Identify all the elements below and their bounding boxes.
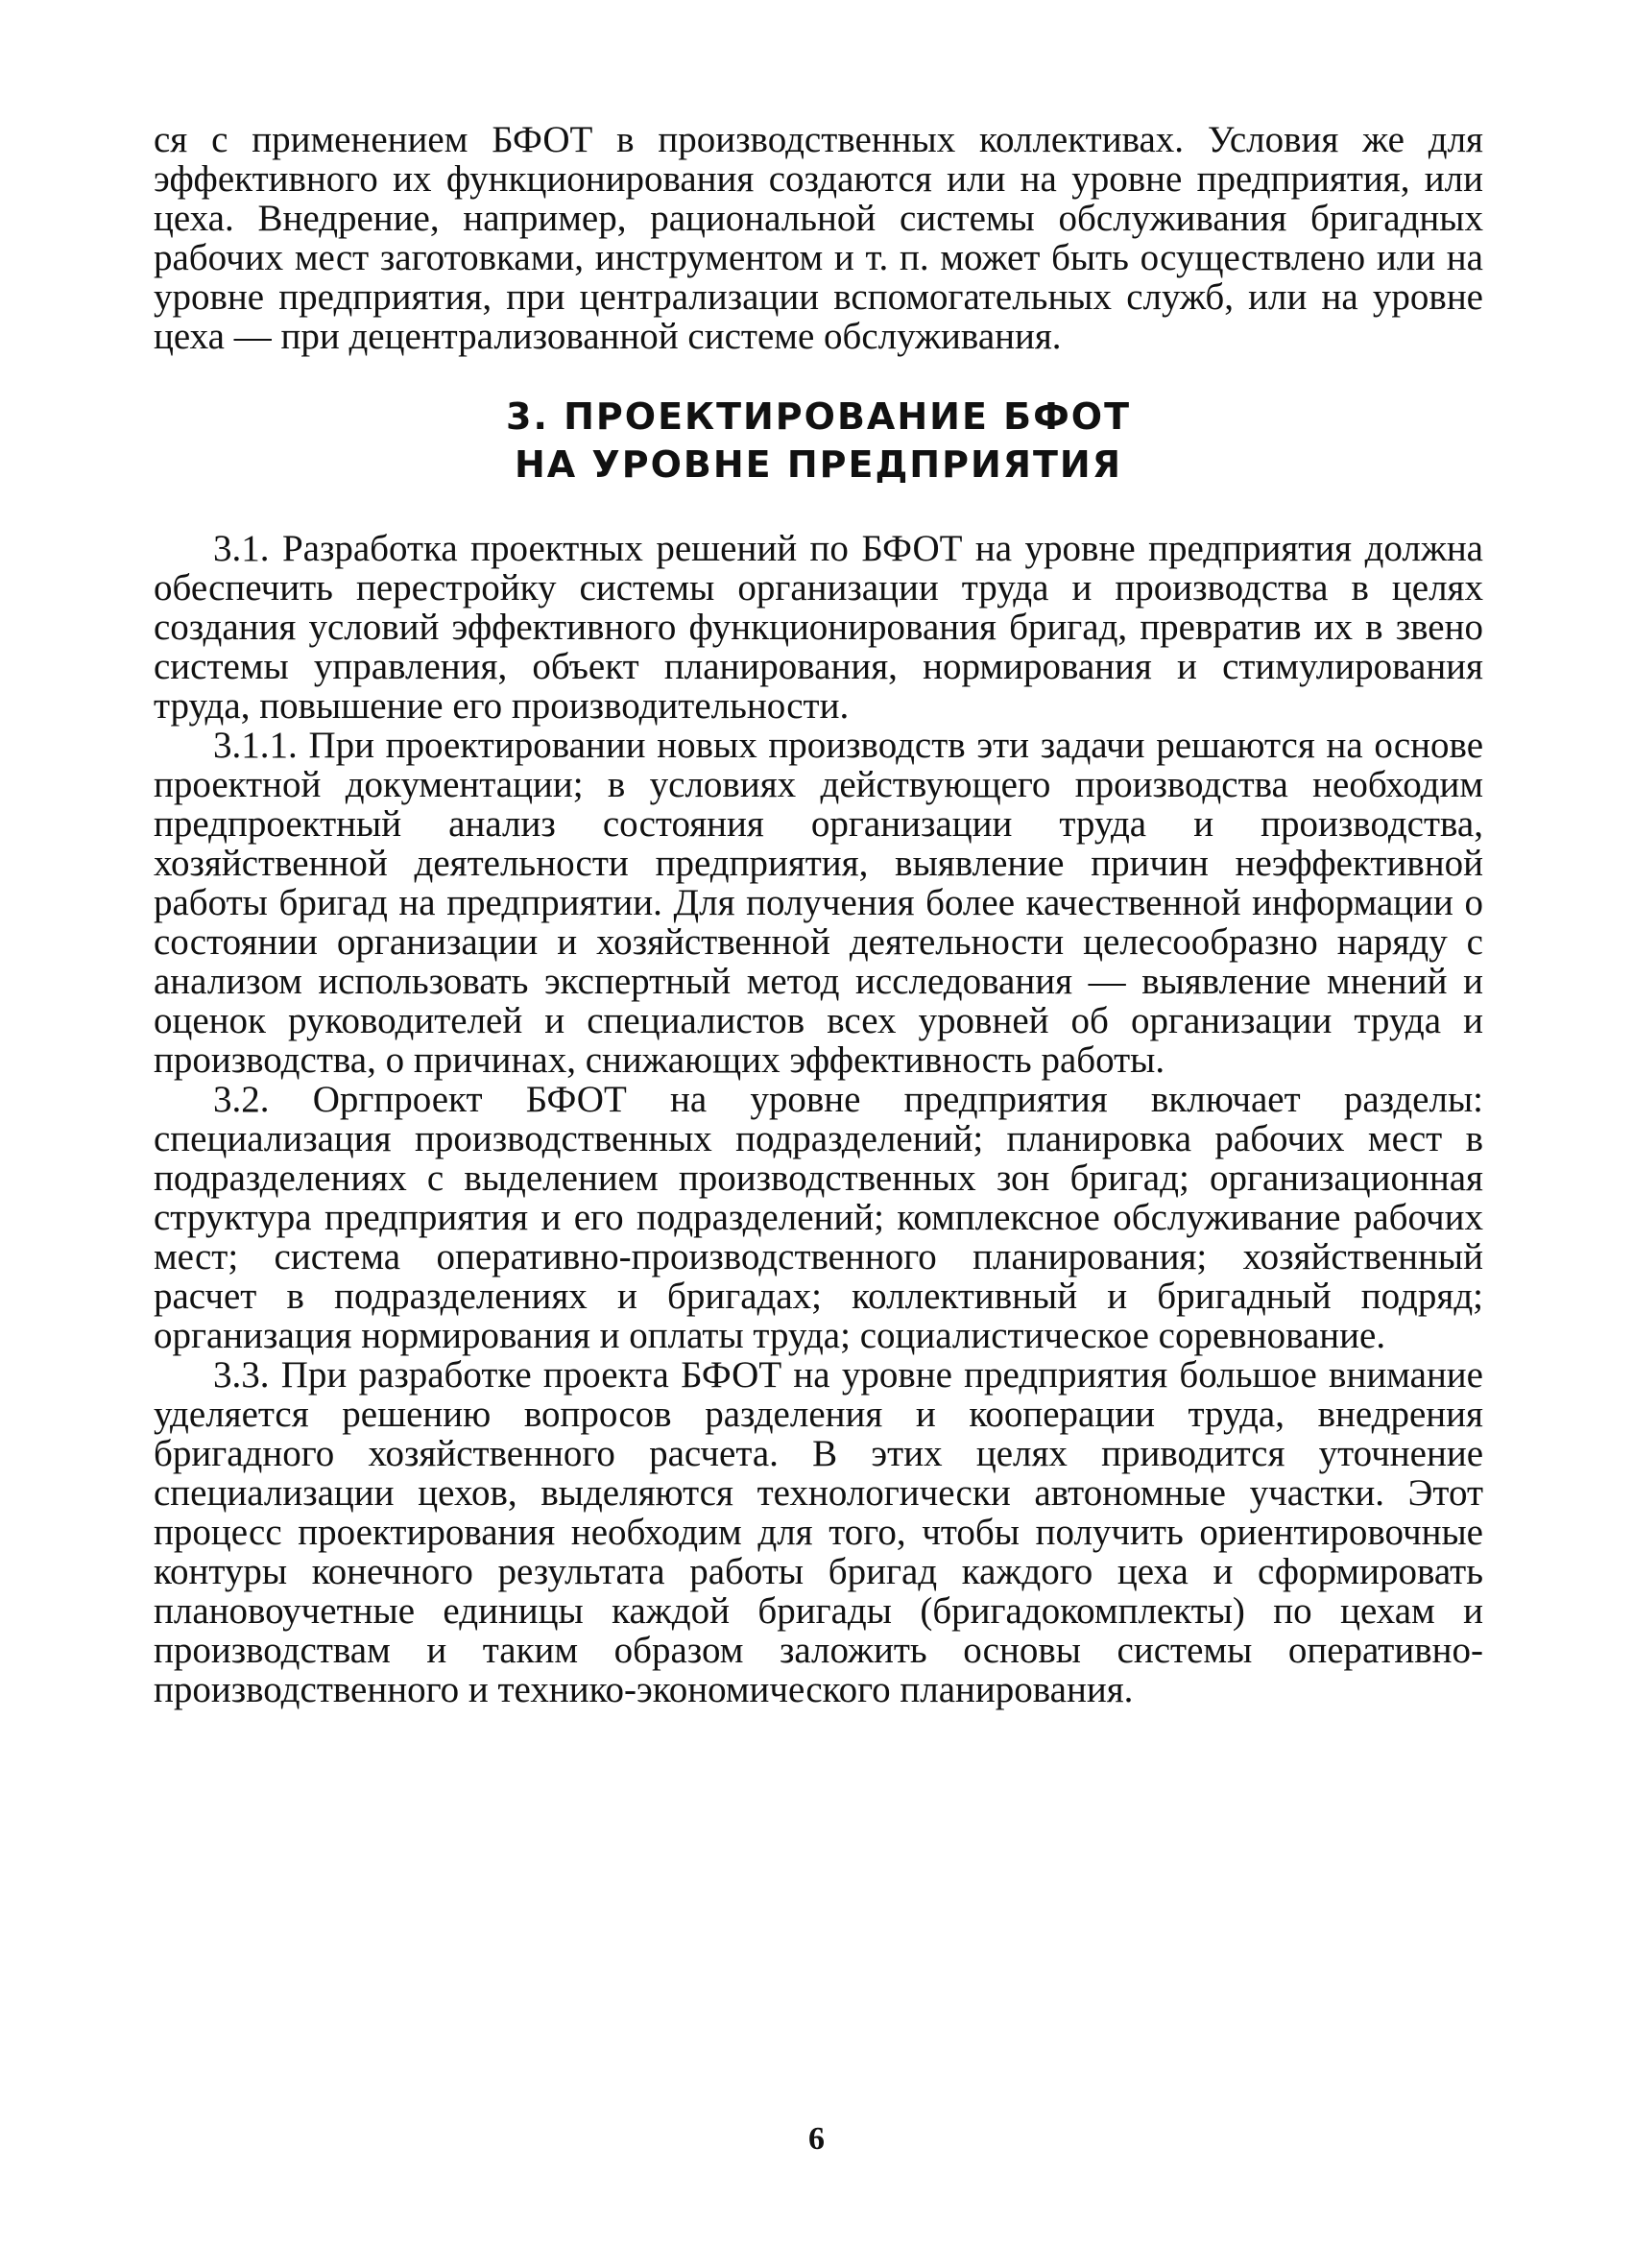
section-heading-line-2: НА УРОВНЕ ПРЕДПРИЯТИЯ	[514, 443, 1122, 486]
page-number: 6	[808, 2121, 825, 2157]
paragraph-3-1: 3.1. Разработка проектных решений по БФОТ на уровне предприятия должна обеспечить перестройку системы организации труда и производства в целях создания условий эффективного функционирования бригад, превратив их в звено системы управления, объект планирования, нормирования и стимулирования труда, повышение его производительности.	[154, 528, 1483, 727]
section-heading	[154, 393, 1483, 489]
paragraph-3-2: 3.2. Оргпроект БФОТ на уровне предприятия включает разделы: специализация производственных подразделений; планировка рабочих мест в подразделениях с выделением производственных зон бригад; организационная структура предприятия и его подразделений; комплексное обслуживание рабочих мест; система оперативно-производственного планирования; хозяйственный расчет в подразделениях и бригадах; коллективный и бригадный подряд; организация нормирования и оплаты труда; социалистическое соревнование.	[154, 1079, 1483, 1356]
section-heading-line-1: 3. ПРОЕКТИРОВАНИЕ БФОТ	[506, 395, 1131, 438]
document-page	[154, 120, 1483, 1709]
paragraph-3-1-1: 3.1.1. При проектировании новых производств эти задачи решаются на основе проектной документации; в условиях действующего производства необходим предпроектный анализ состояния организации труда и производства, хозяйственной деятельности предприятия, выявление причин неэффективной работы бригад на предприятии. Для получения более качественной информации о состоянии организации и хозяйственной деятельности целесообразно наряду с анализом использовать экспертный метод исследования — выявление мнений и оценок руководителей и специалистов всех уровней об организации труда и производства, о причинах, снижающих эффективность работы.	[154, 725, 1483, 1081]
intro-paragraph: ся с применением БФОТ в производственных коллективах. Условия же для эффективного их функционирования создаются или на уровне предприятия, или цеха. Внедрение, например, рациональной системы обслуживания бригадных рабочих мест заготовками, инструментом и т. п. может быть осуществлено или на уровне предприятия, при централизации вспомогательных служб, или на уровне цеха — при децентрализованной системе обслуживания.	[154, 119, 1483, 357]
paragraph-3-3: 3.3. При разработке проекта БФОТ на уровне предприятия большое внимание уделяется решению вопросов разделения и кооперации труда, внедрения бригадного хозяйственного расчета. В этих целях приводится уточнение специализации цехов, выделяются технологически автономные участки. Этот процесс проектирования необходим для того, чтобы получить ориентировочные контуры конечного результата работы бригад каждого цеха и сформировать плановоучетные единицы каждой бригады (бригадокомплекты) по цехам и производствам и таким образом заложить основы системы оперативно-производственного и технико-экономического планирования.	[154, 1354, 1483, 1710]
